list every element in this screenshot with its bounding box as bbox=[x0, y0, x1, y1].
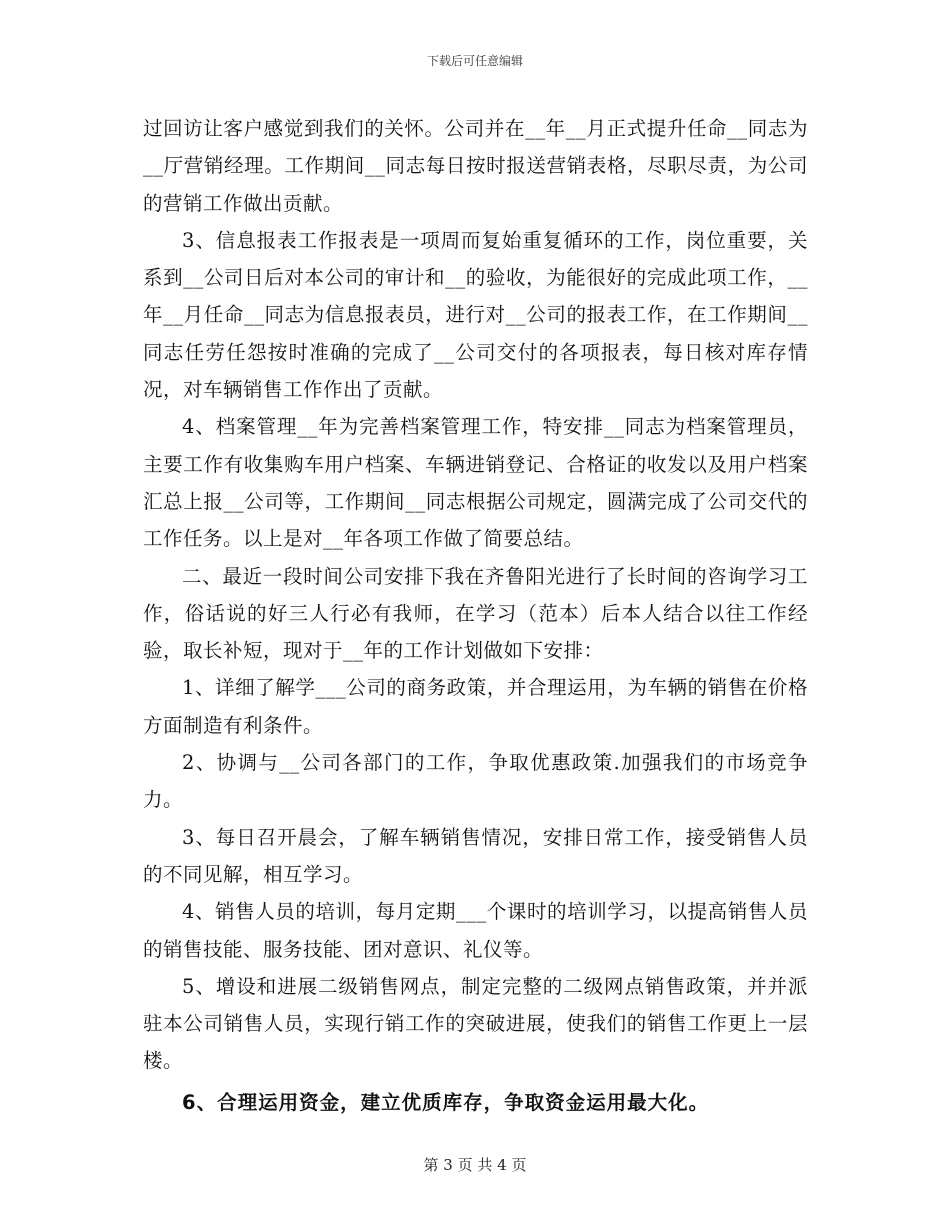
paragraph-info-report: 3、信息报表工作报表是一项周而复始重复循环的工作，岗位重要，关系到__公司日后对本公司的审计和__的验收，为能很好的完成此项工作，__年__月任命__同志为信息报表员，进行对__公司的报表工作，在工作期间__同志任劳任怨按时准确的完成了__公司交付的各项报表，每日核对库存情况，对车辆销售工作作出了贡献。 bbox=[143, 228, 808, 402]
page-number-footer: 第 3 页 共 4 页 bbox=[423, 1156, 527, 1174]
paragraph-archive-management: 4、档案管理__年为完善档案管理工作，特安排__同志为档案管理员，主要工作有收集购车用户档案、车辆进销登记、合格证的收发以及用户档案汇总上报__公司等，工作期间__同志根据公司规定，圆满完成了公司交代的工作任务。以上是对__年各项工作做了简要总结。 bbox=[143, 415, 808, 551]
paragraph-plan-item-1: 1、详细了解学___公司的商务政策，并合理运用，为车辆的销售在价格方面制造有利条件。 bbox=[143, 676, 808, 737]
paragraph-plan-item-2: 2、协调与__公司各部门的工作，争取优惠政策.加强我们的市场竞争力。 bbox=[143, 751, 808, 812]
paragraph-section-two: 二、最近一段时间公司安排下我在齐鲁阳光进行了长时间的咨询学习工作，俗话说的好三人行必有我师，在学习（范本）后本人结合以往工作经验，取长补短，现对于__年的工作计划做如下安排： bbox=[143, 564, 808, 663]
paragraph-plan-item-3: 3、每日召开晨会，了解车辆销售情况，安排日常工作，接受销售人员的不同见解，相互学习。 bbox=[143, 825, 808, 886]
paragraph-plan-item-4: 4、销售人员的培训，每月定期___个课时的培训学习，以提高销售人员的销售技能、服务技能、团对意识、礼仪等。 bbox=[143, 900, 808, 961]
paragraph-plan-item-5: 5、增设和进展二级销售网点，制定完整的二级网点销售政策，并并派驻本公司销售人员，实现行销工作的突破进展，使我们的销售工作更上一层楼。 bbox=[143, 974, 808, 1073]
paragraph-continuation: 过回访让客户感觉到我们的关怀。公司并在__年__月正式提升任命__同志为__厅营销经理。工作期间__同志每日按时报送营销表格，尽职尽责，为公司的营销工作做出贡献。 bbox=[143, 117, 808, 215]
document-body bbox=[143, 110, 808, 1121]
paragraph-plan-item-6-bold: 6、合理运用资金，建立优质库存，争取资金运用最大化。 bbox=[182, 1090, 710, 1114]
page-header: 下载后可任意编辑 bbox=[426, 54, 523, 68]
